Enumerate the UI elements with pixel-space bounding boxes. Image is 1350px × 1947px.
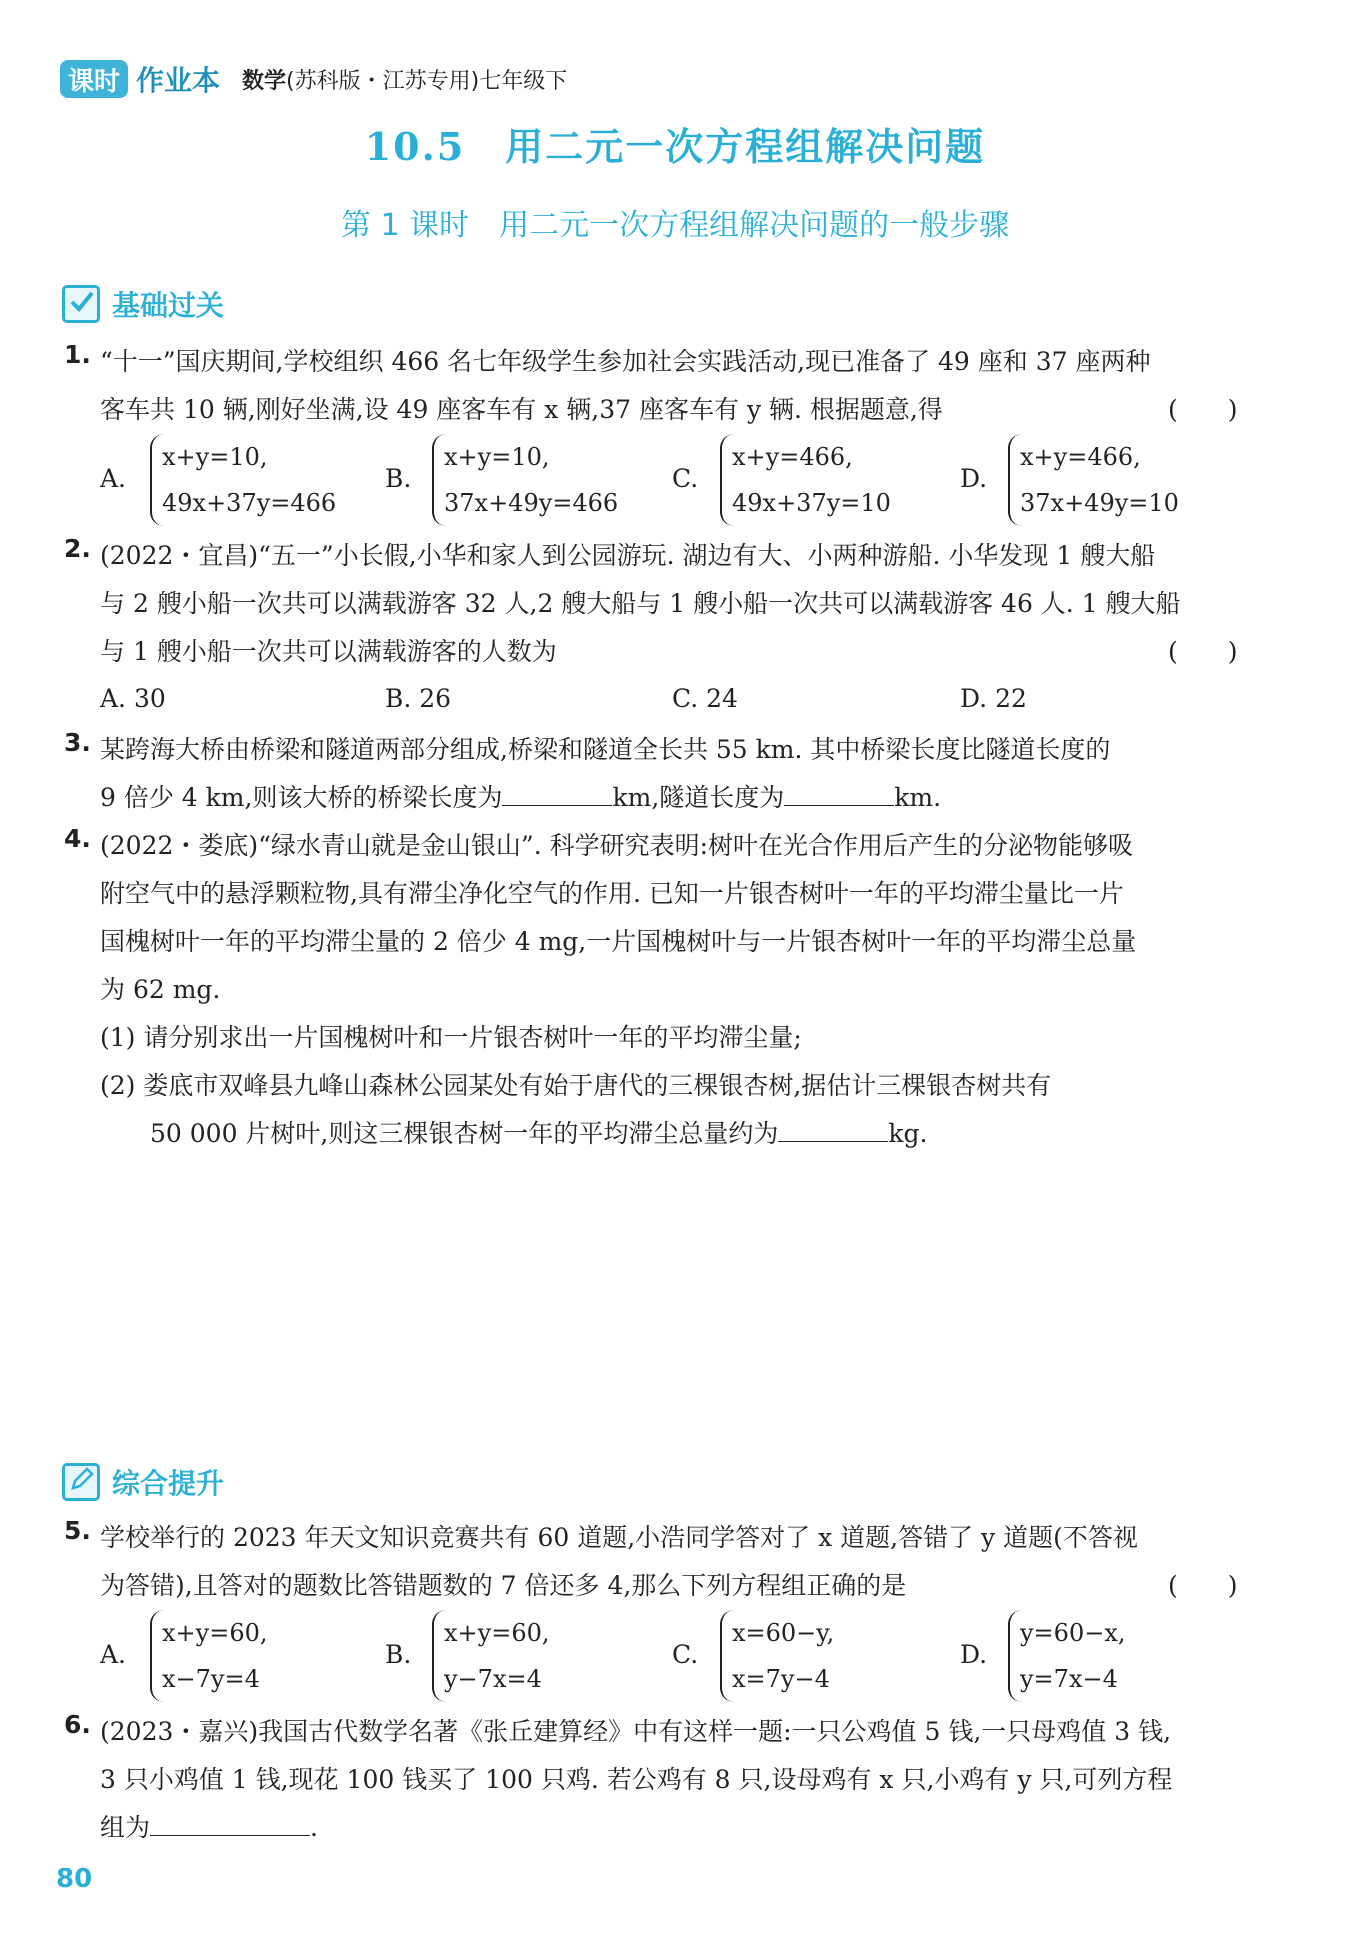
q2-option-d	[960, 684, 1027, 713]
q1-number: 1.	[64, 340, 91, 369]
option-label: D.	[960, 684, 988, 713]
q6-text-a: 组为	[100, 1813, 151, 1842]
answer-blank[interactable]	[502, 779, 612, 806]
q1-option-a-system	[150, 434, 336, 526]
q1-line1: “十一”国庆期间,学校组织 466 名七年级学生参加社会实践活动,现已准备了 49 座和 37 座两种	[100, 347, 1151, 376]
q5-answer-bracket: ( )	[1168, 1571, 1238, 1600]
equation: x=7y−4	[732, 1665, 830, 1693]
section-advanced-label: 综合提升	[112, 1467, 225, 1500]
q3-text-a: 9 倍少 4 km,则该大桥的桥梁长度为	[100, 783, 503, 812]
q5-option-d-label: D.	[960, 1640, 988, 1669]
subject: 数学	[242, 68, 287, 94]
q5-line2: 为答错),且答对的题数比答错题数的 7 倍还多 4,那么下列方程组正确的是	[100, 1571, 907, 1600]
lesson-subtitle: 第 1 课时 用二元一次方程组解决问题的一般步骤	[340, 208, 1010, 243]
equation: y=60−x,	[1020, 1619, 1126, 1647]
q4-part2: (2) 娄底市双峰县九峰山森林公园某处有始于唐代的三棵银杏树,据估计三棵银杏树共有	[100, 1071, 1052, 1100]
q4-part2-cont	[150, 1110, 1300, 1158]
equation: 49x+37y=10	[732, 489, 891, 517]
q1-option-b-system	[432, 434, 618, 526]
option-label: C.	[672, 684, 699, 713]
q3-number: 3.	[64, 728, 91, 757]
q1-option-c-label: C.	[672, 464, 699, 493]
edition: (苏科版・江苏专用)七年级下	[286, 68, 568, 94]
q4-line4: 为 62 mg.	[100, 975, 221, 1004]
q5-option-c-label: C.	[672, 1640, 699, 1669]
q4-number: 4.	[64, 824, 91, 853]
equation: x+y=60,	[162, 1619, 268, 1647]
q4-line1: (2022・娄底)“绿水青山就是金山银山”. 科学研究表明:树叶在光合作用后产生的分泌物能够吸	[100, 831, 1134, 860]
option-label: B.	[385, 684, 412, 713]
equation: 37x+49y=10	[1020, 489, 1179, 517]
subject-line	[242, 64, 567, 95]
equation: x+y=466,	[1020, 443, 1141, 471]
pencil-icon	[62, 1463, 100, 1501]
q3-line1: 某跨海大桥由桥梁和隧道两部分组成,桥梁和隧道全长共 55 km. 其中桥梁长度比隧道长度的	[100, 735, 1111, 764]
lesson-title: 10.5 用二元一次方程组解决问题	[364, 124, 986, 169]
q6-line1: (2023・嘉兴)我国古代数学名著《张丘建算经》中有这样一题:一只公鸡值 5 钱,一只母鸡值 3 钱,	[100, 1717, 1172, 1746]
q4-part2-unit: kg.	[888, 1119, 928, 1148]
q6-line3	[100, 1804, 1250, 1852]
q1-option-d-system	[1008, 434, 1179, 526]
q3-line2	[100, 774, 1250, 822]
q2-option-b	[385, 684, 451, 713]
q1-option-b-label: B.	[385, 464, 412, 493]
q2-line2: 与 2 艘小船一次共可以满载游客 32 人,2 艘大船与 1 艘小船一次共可以满载游客 46 人. 1 艘大船	[100, 589, 1181, 618]
equation: x+y=10,	[444, 443, 550, 471]
q2-number: 2.	[64, 534, 91, 563]
q5-number: 5.	[64, 1516, 91, 1545]
q4-line2: 附空气中的悬浮颗粒物,具有滞尘净化空气的作用. 已知一片银杏树叶一年的平均滞尘量比一片	[100, 879, 1124, 908]
q2-option-c	[672, 684, 738, 713]
option-value: 24	[706, 684, 738, 713]
q3-text-c: km.	[894, 783, 942, 812]
q1-option-c-system	[720, 434, 891, 526]
equation: y=7x−4	[1020, 1665, 1118, 1693]
q1-line2: 客车共 10 辆,刚好坐满,设 49 座客车有 x 辆,37 座客车有 y 辆. 根据题意,得	[100, 395, 943, 424]
q5-line1: 学校举行的 2023 年天文知识竞赛共有 60 道题,小浩同学答对了 x 道题,答错了 y 道题(不答视	[100, 1523, 1138, 1552]
answer-blank[interactable]	[150, 1809, 310, 1836]
option-value: 22	[995, 684, 1027, 713]
q2-answer-bracket: ( )	[1168, 637, 1238, 666]
q1-option-a-label: A.	[100, 464, 127, 493]
section-basic	[62, 284, 224, 324]
q4-part1: (1) 请分别求出一片国槐树叶和一片银杏树叶一年的平均滞尘量;	[100, 1023, 802, 1052]
q5-option-a-label: A.	[100, 1640, 127, 1669]
equation: 37x+49y=466	[444, 489, 619, 517]
q4-line3: 国槐树叶一年的平均滞尘量的 2 倍少 4 mg,一片国槐树叶与一片银杏树叶一年的平均滞尘总量	[100, 927, 1137, 956]
equation: x+y=60,	[444, 1619, 550, 1647]
logo: 课时	[60, 60, 128, 98]
q3-text-b: km,隧道长度为	[612, 783, 785, 812]
q5-option-d-system	[1008, 1610, 1125, 1702]
q5-option-a-system	[150, 1610, 267, 1702]
book-name: 作业本	[136, 64, 221, 97]
q2-line1: (2022・宜昌)“五一”小长假,小华和家人到公园游玩. 湖边有大、小两种游船. 小华发现 1 艘大船	[100, 541, 1156, 570]
q5-option-b-system	[432, 1610, 549, 1702]
section-basic-label: 基础过关	[112, 289, 225, 322]
equation: x=60−y,	[732, 1619, 835, 1647]
option-value: 26	[419, 684, 452, 713]
q6-number: 6.	[64, 1710, 91, 1739]
page-number: 80	[56, 1864, 93, 1894]
equation: y−7x=4	[444, 1665, 542, 1693]
option-value: 30	[133, 684, 166, 713]
section-advanced	[62, 1462, 224, 1502]
equation: x+y=466,	[732, 443, 853, 471]
q4-part2-text: 50 000 片树叶,则这三棵银杏树一年的平均滞尘总量约为	[150, 1119, 779, 1148]
option-label: A.	[100, 684, 127, 713]
q2-option-a	[100, 684, 166, 713]
q1-answer-bracket: ( )	[1168, 395, 1238, 424]
equation: 49x+37y=466	[162, 489, 337, 517]
q6-text-b: .	[310, 1813, 318, 1842]
page-header	[60, 58, 567, 100]
q2-line3: 与 1 艘小船一次共可以满载游客的人数为	[100, 637, 557, 666]
checkbox-icon	[62, 285, 100, 323]
q5-option-b-label: B.	[385, 1640, 412, 1669]
answer-blank[interactable]	[778, 1115, 888, 1142]
q6-line2: 3 只小鸡值 1 钱,现花 100 钱买了 100 只鸡. 若公鸡有 8 只,设母鸡有 x 只,小鸡有 y 只,可列方程	[100, 1765, 1173, 1794]
equation: x−7y=4	[162, 1665, 260, 1693]
q1-option-d-label: D.	[960, 464, 988, 493]
equation: x+y=10,	[162, 443, 268, 471]
answer-blank[interactable]	[784, 779, 894, 806]
q5-option-c-system	[720, 1610, 834, 1702]
